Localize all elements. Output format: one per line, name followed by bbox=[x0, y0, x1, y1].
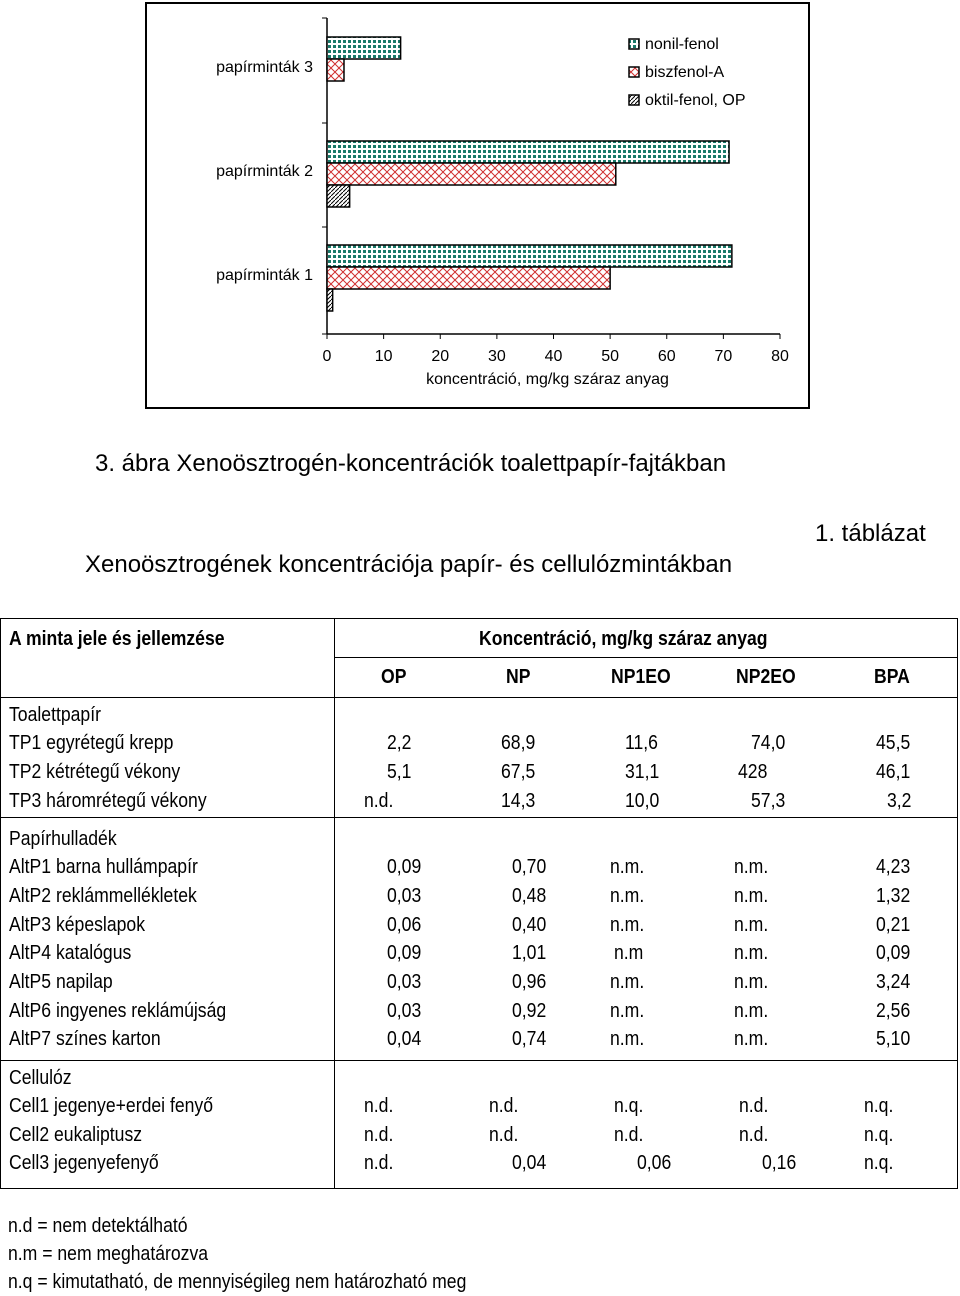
cell-np: 0,40 bbox=[512, 914, 547, 936]
legend-label: nonil-fenol bbox=[645, 36, 719, 53]
header-sample: A minta jele és jellemzése bbox=[9, 628, 225, 650]
cell-np1eo: n.m. bbox=[610, 856, 645, 878]
cell-np1eo: 11,6 bbox=[625, 732, 658, 754]
cell-np2eo: n.m. bbox=[734, 942, 769, 964]
column-header-np: NP bbox=[506, 666, 531, 688]
cell-np1eo: 31,1 bbox=[625, 761, 660, 783]
category-label: papírminták 2 bbox=[216, 163, 313, 180]
cell-np: n.d. bbox=[489, 1095, 519, 1117]
header-divider bbox=[334, 657, 957, 658]
cell-bpa: 45,5 bbox=[876, 732, 911, 754]
bar-nonil-fenol bbox=[327, 245, 732, 267]
cell-bpa: 1,32 bbox=[876, 885, 911, 907]
legend-swatch bbox=[629, 67, 639, 77]
cell-op: 0,03 bbox=[387, 885, 422, 907]
bar-biszfenol-a bbox=[327, 59, 344, 81]
row-label: AltP4 katalógus bbox=[9, 942, 132, 964]
cell-np: 0,92 bbox=[512, 1000, 547, 1022]
cell-op: 0,03 bbox=[387, 971, 422, 993]
column-header-op: OP bbox=[381, 666, 407, 688]
cell-np2eo: n.m. bbox=[734, 971, 769, 993]
footnote: n.m = nem meghatározva bbox=[8, 1243, 209, 1265]
table-number: 1. táblázat bbox=[815, 520, 926, 547]
cell-op: 0,06 bbox=[387, 914, 422, 936]
cell-op: 5,1 bbox=[387, 761, 412, 783]
cell-op: 0,09 bbox=[387, 942, 422, 964]
cell-bpa: 3,24 bbox=[876, 971, 911, 993]
cell-op: n.d. bbox=[364, 1152, 394, 1174]
cell-op: n.d. bbox=[364, 1095, 394, 1117]
cell-np1eo: n.m. bbox=[610, 914, 645, 936]
column-header-bpa: BPA bbox=[874, 666, 910, 688]
cell-np1eo: n.q. bbox=[614, 1095, 644, 1117]
cell-np1eo: n.m. bbox=[610, 1028, 645, 1050]
cell-bpa: 2,56 bbox=[876, 1000, 911, 1022]
column-header-np1eo: NP1EO bbox=[611, 666, 671, 688]
cell-op: 0,09 bbox=[387, 856, 422, 878]
cell-bpa: 46,1 bbox=[876, 761, 911, 783]
cell-np: 0,70 bbox=[512, 856, 547, 878]
x-tick-label: 40 bbox=[544, 348, 563, 365]
row-label: Cell3 jegenyefenyő bbox=[9, 1152, 159, 1174]
bar-biszfenol-a bbox=[327, 267, 610, 289]
x-tick-label: 50 bbox=[601, 348, 620, 365]
cell-np1eo: n.m. bbox=[610, 971, 645, 993]
row-label: TP3 háromrétegű vékony bbox=[9, 790, 207, 812]
x-tick-label: 20 bbox=[431, 348, 450, 365]
cell-np2eo: n.m. bbox=[734, 885, 769, 907]
legend-swatch bbox=[629, 95, 639, 105]
cell-np: 68,9 bbox=[501, 732, 536, 754]
cell-np2eo: 74,0 bbox=[751, 732, 786, 754]
cell-op: 0,04 bbox=[387, 1028, 422, 1050]
row-label: AltP6 ingyenes reklámújság bbox=[9, 1000, 227, 1022]
x-tick-label: 70 bbox=[714, 348, 733, 365]
legend-label: biszfenol-A bbox=[645, 64, 725, 81]
x-tick-label: 60 bbox=[657, 348, 676, 365]
cell-np: 0,96 bbox=[512, 971, 547, 993]
row-label: Cell2 eukaliptusz bbox=[9, 1124, 143, 1146]
table-title: Xenoösztrogének koncentrációja papír- és cellulózmintákban bbox=[85, 551, 733, 578]
column-divider bbox=[334, 619, 335, 1188]
group-divider bbox=[1, 817, 957, 818]
row-label: Cell1 jegenye+erdei fenyő bbox=[9, 1095, 214, 1117]
chart-canvas bbox=[147, 4, 808, 407]
cell-np2eo: n.d. bbox=[739, 1124, 769, 1146]
header-bottom-rule bbox=[1, 697, 957, 698]
column-header-np2eo: NP2EO bbox=[736, 666, 796, 688]
cell-np1eo: n.m bbox=[614, 942, 644, 964]
cell-np1eo: 0,06 bbox=[637, 1152, 672, 1174]
row-label: AltP5 napilap bbox=[9, 971, 113, 993]
cell-bpa: n.q. bbox=[864, 1152, 894, 1174]
bar-oktil-fenol-op bbox=[327, 185, 350, 207]
cell-bpa: 5,10 bbox=[876, 1028, 911, 1050]
cell-np1eo: 10,0 bbox=[625, 790, 660, 812]
bar-oktil-fenol-op bbox=[327, 289, 333, 311]
cell-np1eo: n.m. bbox=[610, 1000, 645, 1022]
cell-bpa: 3,2 bbox=[887, 790, 912, 812]
category-label: papírminták 1 bbox=[216, 267, 313, 284]
group-title: Toalettpapír bbox=[9, 704, 101, 726]
cell-np2eo: n.m. bbox=[734, 1028, 769, 1050]
concentration-table bbox=[0, 618, 958, 1189]
cell-np2eo: 57,3 bbox=[751, 790, 786, 812]
cell-bpa: n.q. bbox=[864, 1095, 894, 1117]
cell-bpa: 0,09 bbox=[876, 942, 911, 964]
header-concentration: Koncentráció, mg/kg száraz anyag bbox=[479, 628, 768, 650]
row-label: TP1 egyrétegű krepp bbox=[9, 732, 174, 754]
cell-np2eo: n.d. bbox=[739, 1095, 769, 1117]
bar-nonil-fenol bbox=[327, 37, 401, 59]
bar-nonil-fenol bbox=[327, 141, 729, 163]
cell-np: 1,01 bbox=[512, 942, 547, 964]
cell-np: 0,74 bbox=[512, 1028, 547, 1050]
cell-op: n.d. bbox=[364, 1124, 394, 1146]
cell-np1eo: n.d. bbox=[614, 1124, 644, 1146]
x-tick-label: 30 bbox=[487, 348, 506, 365]
bar-biszfenol-a bbox=[327, 163, 616, 185]
cell-bpa: 0,21 bbox=[876, 914, 911, 936]
footnote: n.q = kimutatható, de mennyiségileg nem határozható meg bbox=[8, 1271, 467, 1293]
cell-op: 2,2 bbox=[387, 732, 412, 754]
cell-np1eo: n.m. bbox=[610, 885, 645, 907]
cell-bpa: 4,23 bbox=[876, 856, 911, 878]
x-axis-label: koncentráció, mg/kg száraz anyag bbox=[426, 371, 669, 388]
cell-np2eo: n.m. bbox=[734, 914, 769, 936]
legend-swatch bbox=[629, 39, 639, 49]
cell-np2eo: n.m. bbox=[734, 856, 769, 878]
cell-np: 67,5 bbox=[501, 761, 536, 783]
row-label: AltP7 színes karton bbox=[9, 1028, 161, 1050]
x-tick-label: 10 bbox=[374, 348, 393, 365]
figure-caption: 3. ábra Xenoösztrogén-koncentrációk toalettpapír-fajtákban bbox=[95, 450, 727, 477]
footnotes bbox=[8, 1212, 529, 1296]
row-label: AltP2 reklámmellékletek bbox=[9, 885, 197, 907]
cell-np: 0,04 bbox=[512, 1152, 547, 1174]
legend-label: oktil-fenol, OP bbox=[645, 92, 746, 109]
cell-np2eo: n.m. bbox=[734, 1000, 769, 1022]
x-tick-label: 0 bbox=[322, 348, 332, 365]
cell-np: 0,48 bbox=[512, 885, 547, 907]
cell-np: n.d. bbox=[489, 1124, 519, 1146]
group-title: Cellulóz bbox=[9, 1067, 72, 1089]
cell-op: 0,03 bbox=[387, 1000, 422, 1022]
cell-bpa: n.q. bbox=[864, 1124, 894, 1146]
footnote: n.d = nem detektálható bbox=[8, 1215, 188, 1237]
cell-np2eo: 428 bbox=[738, 761, 768, 783]
group-divider bbox=[1, 1060, 957, 1061]
x-tick-label: 80 bbox=[771, 348, 789, 365]
cell-op: n.d. bbox=[364, 790, 394, 812]
row-label: AltP1 barna hullámpapír bbox=[9, 856, 198, 878]
cell-np2eo: 0,16 bbox=[762, 1152, 797, 1174]
row-label: TP2 kétrétegű vékony bbox=[9, 761, 181, 783]
row-label: AltP3 képeslapok bbox=[9, 914, 146, 936]
bar-chart bbox=[145, 2, 810, 409]
category-label: papírminták 3 bbox=[216, 59, 313, 76]
group-title: Papírhulladék bbox=[9, 828, 117, 850]
cell-np: 14,3 bbox=[501, 790, 536, 812]
